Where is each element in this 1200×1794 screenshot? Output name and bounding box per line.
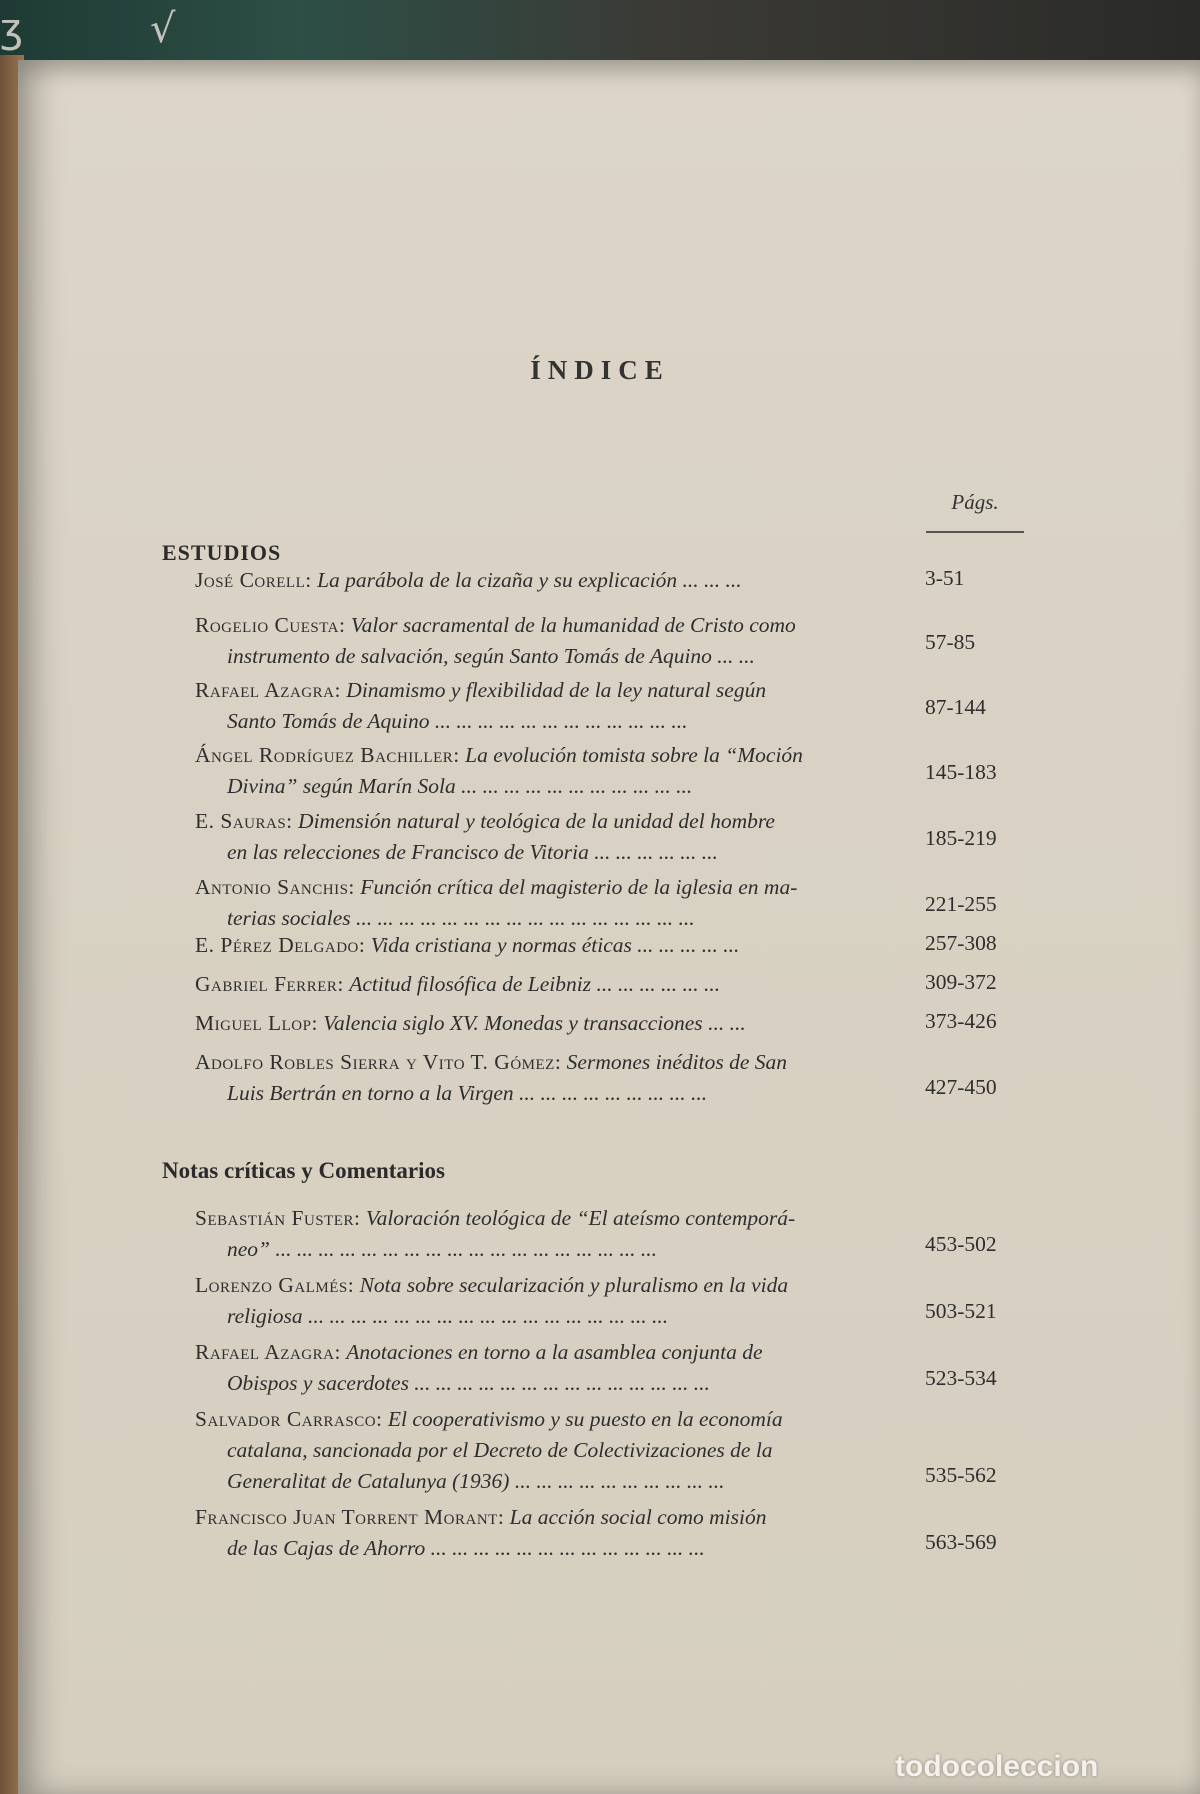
entry-author: Gabriel Ferrer: bbox=[195, 972, 344, 996]
entry-title: Dinamismo y flexibilidad de la ley natural según bbox=[346, 678, 767, 702]
entry-title-cont: Santo Tomás de Aquino ... ... ... ... ... ... ... ... ... ... ... ... bbox=[227, 709, 688, 733]
entry-pages: 563-569 bbox=[925, 1530, 997, 1554]
section-heading-notas-criticas: Notas críticas y Comentarios bbox=[162, 1158, 445, 1183]
toc-entry bbox=[195, 1270, 910, 1332]
entry-pages: 145-183 bbox=[925, 760, 997, 784]
entry-pages: 87-144 bbox=[925, 695, 986, 719]
entry-author: Rafael Azagra: bbox=[195, 1340, 341, 1364]
section-heading-estudios: ESTUDIOS bbox=[162, 540, 282, 565]
entry-title: La acción social como misión bbox=[509, 1505, 767, 1529]
entry-author: Rogelio Cuesta: bbox=[195, 613, 346, 637]
entry-title: Dimensión natural y teológica de la unidad del hombre bbox=[298, 809, 775, 833]
toc-entry bbox=[195, 1502, 910, 1564]
entry-author: Miguel Llop: bbox=[195, 1011, 318, 1035]
pages-column-rule bbox=[926, 531, 1024, 533]
entry-title: Actitud filosófica de Leibniz bbox=[349, 972, 592, 996]
entry-title-cont: neo” ... ... ... ... ... ... ... ... ... ... ... ... ... ... ... ... ... ... bbox=[227, 1237, 657, 1261]
entry-title-cont: Luis Bertrán en torno a la Virgen ... ... ... ... ... ... ... ... ... bbox=[227, 1081, 708, 1105]
watermark-logo: todocoleccion bbox=[895, 1750, 1099, 1783]
entry-title-cont: en las relecciones de Francisco de Vitoria ... ... ... ... ... ... bbox=[227, 840, 718, 864]
entry-title: Función crítica del magisterio de la iglesia en ma- bbox=[360, 875, 798, 899]
toc-entry bbox=[195, 675, 910, 737]
entry-pages: 535-562 bbox=[925, 1463, 997, 1487]
toc-entry bbox=[195, 1404, 910, 1497]
entry-pages: 523-534 bbox=[925, 1366, 997, 1390]
entry-title-cont: religiosa ... ... ... ... ... ... ... ... ... ... ... ... ... ... ... ... ... bbox=[227, 1304, 669, 1328]
entry-title-cont: instrumento de salvación, según Santo Tomás de Aquino ... ... bbox=[227, 644, 755, 668]
entry-title: La evolución tomista sobre la “Moción bbox=[465, 743, 803, 767]
entry-author: Antonio Sanchis: bbox=[195, 875, 355, 899]
toc-entry bbox=[195, 565, 910, 596]
entry-pages: 503-521 bbox=[925, 1299, 997, 1323]
toc-entry bbox=[195, 740, 910, 802]
entry-leader: ... ... bbox=[702, 1011, 746, 1035]
entry-author: Salvador Carrasco: bbox=[195, 1407, 383, 1431]
entry-pages: 221-255 bbox=[925, 892, 997, 916]
entry-pages: 427-450 bbox=[925, 1075, 997, 1099]
entry-author: José Corell: bbox=[195, 568, 312, 592]
entry-title-cont: de las Cajas de Ahorro ... ... ... ... ... ... ... ... ... ... ... ... ... bbox=[227, 1536, 705, 1560]
toc-entry bbox=[195, 806, 910, 868]
entry-author: Ángel Rodríguez Bachiller: bbox=[195, 743, 460, 767]
toc-entry bbox=[195, 969, 910, 1000]
entry-author: Sebastián Fuster: bbox=[195, 1206, 361, 1230]
page-title: ÍNDICE bbox=[530, 355, 670, 385]
entry-title-cont: catalana, sancionada por el Decreto de Colectivizaciones de la bbox=[227, 1438, 773, 1462]
entry-pages: 453-502 bbox=[925, 1232, 997, 1256]
entry-author: Rafael Azagra: bbox=[195, 678, 341, 702]
entry-title: Sermones inéditos de San bbox=[566, 1050, 788, 1074]
entry-title: Valencia siglo XV. Monedas y transacciones bbox=[323, 1011, 703, 1035]
handwriting-scrawl-left: ʒ bbox=[0, 6, 28, 52]
entry-title: Valoración teológica de “El ateísmo contemporá- bbox=[365, 1206, 796, 1230]
entry-author: E. Pérez Delgado: bbox=[195, 933, 366, 957]
entry-pages: 185-219 bbox=[925, 826, 997, 850]
toc-entry bbox=[195, 872, 910, 934]
pages-column-header: Págs. bbox=[951, 490, 999, 514]
entry-leader: ... ... ... bbox=[677, 568, 742, 592]
entry-leader: ... ... ... ... ... bbox=[631, 933, 740, 957]
entry-pages: 57-85 bbox=[925, 630, 976, 654]
toc-entry bbox=[195, 610, 910, 672]
entry-pages: 373-426 bbox=[925, 1009, 997, 1033]
entry-author: E. Sauras: bbox=[195, 809, 293, 833]
entry-pages: 3-51 bbox=[925, 566, 965, 590]
entry-title-cont: Divina” según Marín Sola ... ... ... ... ... ... ... ... ... ... ... bbox=[227, 774, 693, 798]
entry-author: Lorenzo Galmés: bbox=[195, 1273, 355, 1297]
entry-title-cont: Generalitat de Catalunya (1936) ... ... ... ... ... ... ... ... ... ... bbox=[227, 1469, 725, 1493]
entry-title: Valor sacramental de la humanidad de Cristo como bbox=[350, 613, 796, 637]
handwriting-scrawl-right: √ bbox=[150, 6, 180, 52]
toc-entry bbox=[195, 1337, 910, 1399]
entry-pages: 309-372 bbox=[925, 970, 997, 994]
toc-entry bbox=[195, 1047, 910, 1109]
entry-author: Francisco Juan Torrent Morant: bbox=[195, 1505, 505, 1529]
entry-pages: 257-308 bbox=[925, 931, 997, 955]
entry-title: Anotaciones en torno a la asamblea conjunta de bbox=[346, 1340, 763, 1364]
entry-title-cont: Obispos y sacerdotes ... ... ... ... ... ... ... ... ... ... ... ... ... ... bbox=[227, 1371, 710, 1395]
entry-title: El cooperativismo y su puesto en la economía bbox=[387, 1407, 783, 1431]
entry-title-cont: terias sociales ... ... ... ... ... ... ... ... ... ... ... ... ... ... ... ... bbox=[227, 906, 695, 930]
entry-author: Adolfo Robles Sierra y Vito T. Gómez: bbox=[195, 1050, 562, 1074]
entry-title: La parábola de la cizaña y su explicación bbox=[317, 568, 678, 592]
toc-entry bbox=[195, 1008, 910, 1039]
entry-leader: ... ... ... ... ... ... bbox=[591, 972, 721, 996]
entry-title: Vida cristiana y normas éticas bbox=[370, 933, 632, 957]
entry-title: Nota sobre secularización y pluralismo en la vida bbox=[359, 1273, 789, 1297]
toc-entry bbox=[195, 930, 910, 961]
toc-entry bbox=[195, 1203, 910, 1265]
